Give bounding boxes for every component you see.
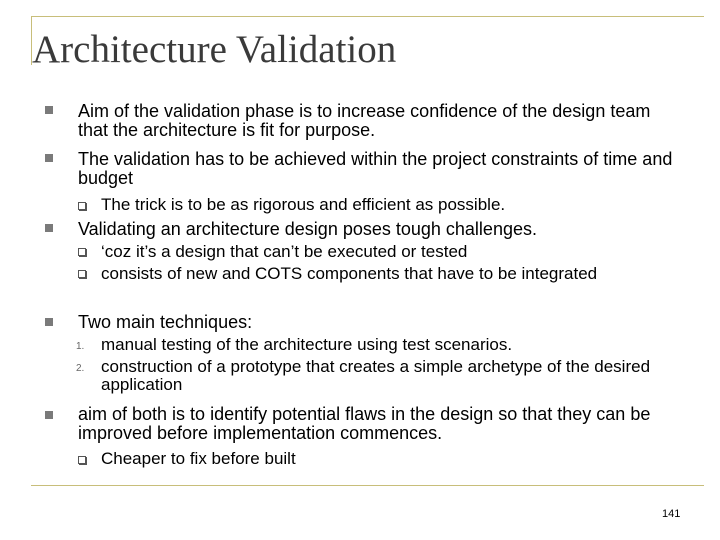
numbered-item-text: manual testing of the architecture using test scenarios. xyxy=(101,335,513,354)
square-bullet-icon xyxy=(45,224,53,232)
box-subbullet-icon xyxy=(78,248,86,256)
square-bullet-icon xyxy=(45,106,53,114)
bullet-text: Validating an architecture design poses tough challenges. xyxy=(78,219,537,239)
numbered-item-text: construction of a prototype that creates a simple archetype of the desired application xyxy=(101,357,651,394)
bullet-text: Two main techniques: xyxy=(78,312,253,332)
page-number: 141 xyxy=(662,508,681,520)
box-subbullet-icon xyxy=(78,202,86,210)
square-bullet-icon xyxy=(45,411,53,419)
bullet-text: The validation has to be achieved within the project constraints of time and budget xyxy=(78,149,673,188)
square-bullet-icon xyxy=(45,318,53,326)
bullet-text: Aim of the validation phase is to increase confidence of the design team that the architecture is fit for purpose. xyxy=(78,101,651,140)
box-subbullet-icon xyxy=(78,456,86,464)
subbullet-text: consists of new and COTS components that have to be integrated xyxy=(101,264,598,283)
box-subbullet-icon xyxy=(78,270,86,278)
list-number: 1. xyxy=(76,341,85,352)
slide-title: Architecture Validation xyxy=(32,28,397,71)
list-number: 2. xyxy=(76,363,85,374)
subbullet-text: The trick is to be as rigorous and efficient as possible. xyxy=(101,195,506,214)
bullet-text: aim of both is to identify potential flaws in the design so that they can be improved before implementation commences. xyxy=(78,404,651,443)
square-bullet-icon xyxy=(45,154,53,162)
subbullet-text: ‘coz it’s a design that can’t be executed or tested xyxy=(101,242,468,261)
subbullet-text: Cheaper to fix before built xyxy=(101,449,296,468)
